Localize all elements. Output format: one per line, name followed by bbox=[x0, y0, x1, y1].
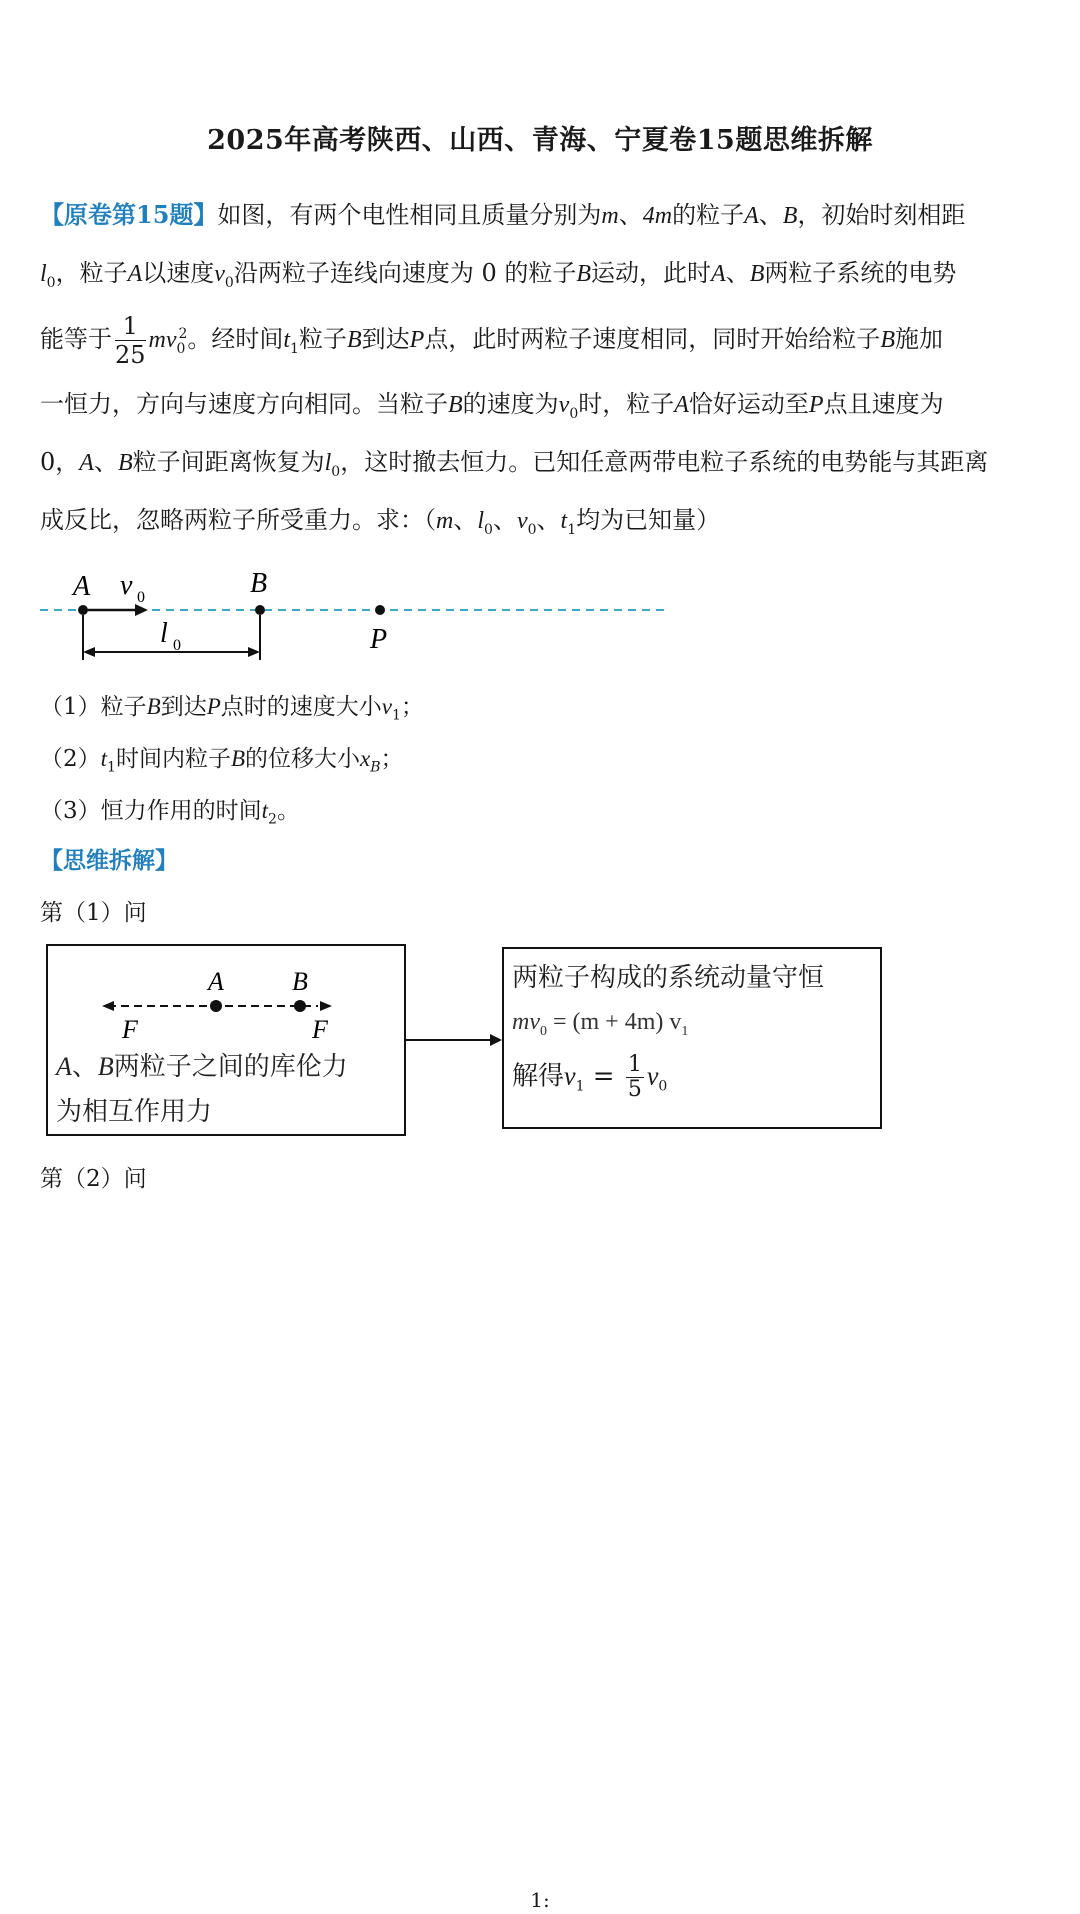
label-v: v bbox=[120, 570, 133, 601]
particle-a bbox=[78, 605, 88, 615]
connector-arrowhead bbox=[490, 1034, 502, 1046]
fraction-1-5: $\frac{1}{5}$ bbox=[627, 1052, 642, 1102]
connector-arrow bbox=[406, 1030, 504, 1050]
label-l: l bbox=[160, 618, 168, 649]
coulomb-text-line-2: 为相互作用力 bbox=[56, 1097, 213, 1127]
label-l-sub: 0 bbox=[173, 637, 181, 654]
question-3: （3）恒力作用的时间$t_2$。 bbox=[40, 798, 300, 828]
page-number: 1: bbox=[530, 1888, 550, 1912]
momentum-line-1: 两粒子构成的系统动量守恒 bbox=[512, 963, 825, 993]
question-2: $(2)t_1$时间内粒子B的位移大小$x_B$； bbox=[40, 746, 404, 776]
part-1-heading: 第（1）问 bbox=[40, 900, 147, 926]
momentum-equation: $mv_0 = (m + 4m)$ $v_1$ bbox=[512, 1009, 689, 1039]
fraction-1-25: $\frac{1}{25}$ bbox=[115, 312, 146, 369]
coulomb-text-line-1: A、B两粒子之间的库伦力 bbox=[56, 1052, 348, 1082]
coulomb-force-box bbox=[46, 944, 406, 1136]
label-v-sub: 0 bbox=[137, 589, 145, 606]
analysis-tag: 【思维拆解】 bbox=[40, 847, 178, 874]
dim-arrow-right bbox=[248, 647, 260, 657]
particle-diagram bbox=[40, 560, 680, 670]
force-particle-a bbox=[210, 1000, 222, 1012]
label-a: A bbox=[73, 571, 91, 602]
problem-statement: 【原卷第15题】如图，有两个电性相同且质量分别为m、4m的粒子A、B，初始时刻相距 $l_0$，粒子A以速度$v_0$沿两粒子连线向速度为 0 的粒子B运动，此时A、B两粒子系统的电势 能等于 $\frac{1}{25}$ $mv_0^2$。经时间$t_1$粒子B到达P点，此时两粒子速度相同，同时开始给粒子B施加 一恒力，方向与速度方向相同。当粒子B的速度为$v_0$时，粒子A恰好运动至P点且速度为 0，A、B粒子间距离恢复为$l_0$，这时撤去恒力。已知任意两带电粒子系统的电势能与其距离 成反比，忽略两粒子所受重力。求：（m、$l_0$、$v_0$、$t_1$均为已知量） bbox=[40, 200, 989, 538]
force-label-a: A bbox=[208, 967, 224, 996]
label-p: P bbox=[370, 624, 388, 655]
problem-tag: 【原卷第15题】 bbox=[40, 200, 218, 229]
force-label-f1: F bbox=[122, 1015, 138, 1042]
page-title: 2025年高考陕西、山西、青海、宁夏卷15题思维拆解 bbox=[207, 125, 873, 156]
label-b: B bbox=[250, 568, 268, 599]
point-p bbox=[375, 605, 385, 615]
particle-b bbox=[255, 605, 265, 615]
force-arrow-left bbox=[102, 1001, 114, 1011]
force-particle-b bbox=[294, 1000, 306, 1012]
question-1: （1）粒子B到达P点时的速度大小$v_1$； bbox=[40, 694, 424, 724]
force-label-b: B bbox=[292, 967, 308, 996]
dim-arrow-left bbox=[83, 647, 95, 657]
momentum-solution: 解得$v_1$ = $\frac{1}{5}$ $v_0$ bbox=[512, 1052, 668, 1102]
force-diagram bbox=[88, 962, 388, 1042]
momentum-box bbox=[502, 947, 882, 1129]
force-arrow-right bbox=[320, 1001, 332, 1011]
force-label-f2: F bbox=[312, 1015, 328, 1042]
part-2-heading: 第（2）问 bbox=[40, 1166, 147, 1192]
